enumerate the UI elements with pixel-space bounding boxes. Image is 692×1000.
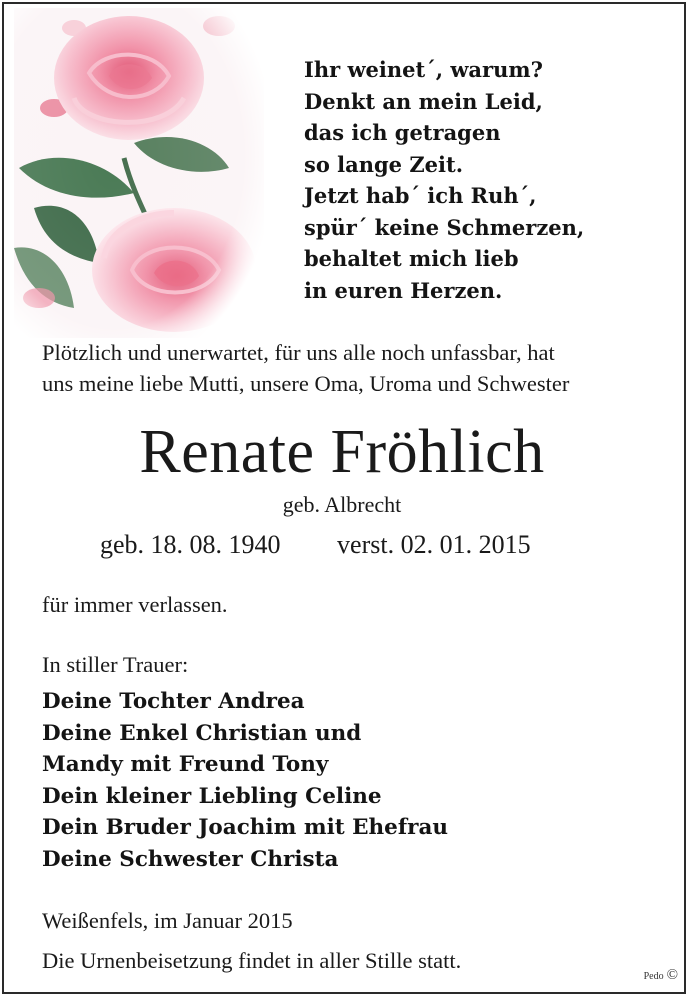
mourner: Dein kleiner Liebling Celine bbox=[42, 783, 382, 809]
mourning-label: In stiller Trauer: bbox=[42, 652, 189, 677]
poem-line: das ich getragen bbox=[304, 120, 501, 145]
closing-text: für immer verlassen. bbox=[42, 592, 228, 617]
mourner: Dein Bruder Joachim mit Ehefrau bbox=[42, 815, 449, 840]
poem-line: behaltet mich lieb bbox=[304, 246, 519, 271]
poem-line: so lange Zeit. bbox=[304, 151, 464, 177]
maiden-name: geb. Albrecht bbox=[282, 492, 402, 517]
poem-line: Ihr weinet´, warum? bbox=[304, 57, 543, 82]
mourner: Mandy mit Freund Tony bbox=[42, 752, 329, 777]
obituary-frame bbox=[2, 2, 686, 994]
copyright-icon: © bbox=[666, 967, 678, 983]
mourner: Deine Tochter Andrea bbox=[42, 689, 305, 714]
place-date: Weißenfels, im Januar 2015 bbox=[42, 908, 293, 933]
poem-line: Denkt an mein Leid, bbox=[304, 88, 543, 114]
poem-line: Jetzt hab´ ich Ruh´, bbox=[304, 183, 537, 208]
death-date: verst. 02. 01. 2015 bbox=[337, 530, 531, 559]
publisher-credit bbox=[644, 967, 678, 984]
intro-line: Plötzlich und unerwartet, für uns alle noch unfassbar, hat bbox=[42, 340, 555, 365]
poem-line: spür´ keine Schmerzen, bbox=[304, 214, 585, 240]
deceased-name: Renate Fröhlich bbox=[139, 418, 545, 486]
mourners-list bbox=[42, 686, 448, 875]
funeral-note: Die Urnenbeisetzung findet in aller Stille statt. bbox=[42, 948, 462, 973]
birth-date: geb. 18. 08. 1940 bbox=[100, 530, 281, 559]
poem-line: in euren Herzen. bbox=[304, 277, 503, 303]
intro-text bbox=[42, 337, 672, 399]
signature: Pedo bbox=[643, 971, 664, 982]
roses-image bbox=[14, 8, 264, 338]
mourner: Deine Schwester Christa bbox=[42, 846, 339, 872]
intro-line: uns meine liebe Mutti, unsere Oma, Uroma und Schwester bbox=[42, 371, 570, 396]
mourner: Deine Enkel Christian und bbox=[42, 720, 362, 746]
poem bbox=[304, 54, 674, 306]
life-dates bbox=[100, 528, 531, 562]
